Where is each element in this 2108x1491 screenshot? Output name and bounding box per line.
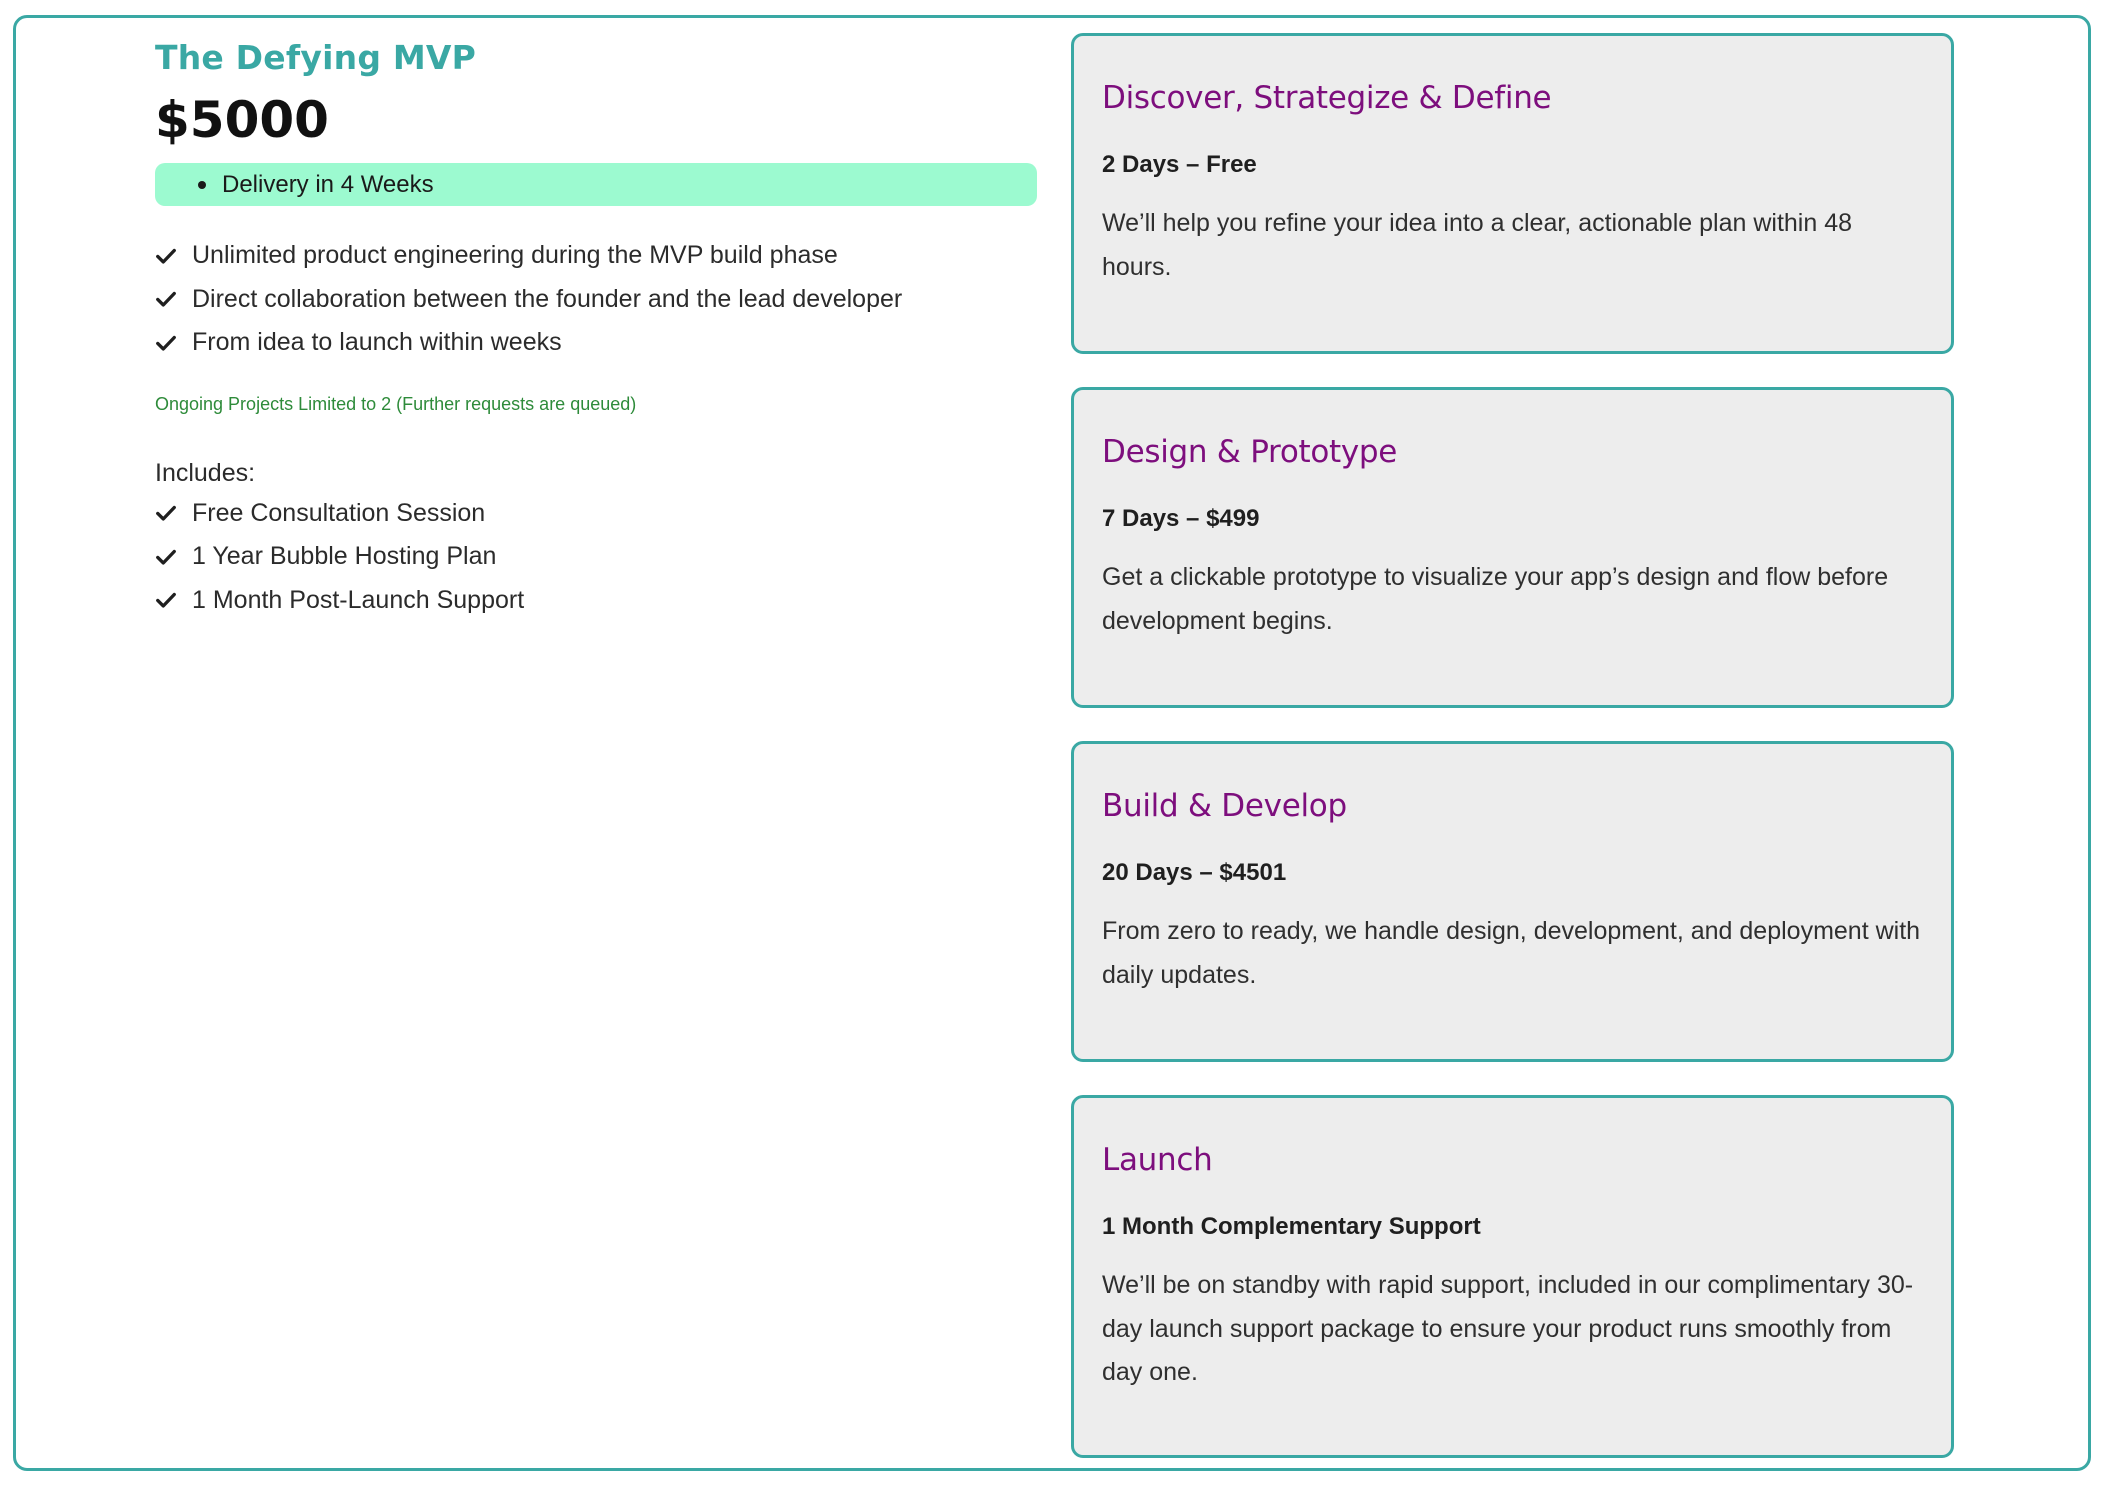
plan-price: $5000 bbox=[155, 91, 329, 149]
phase-cards bbox=[1071, 33, 1954, 1491]
includes-text: Free Consultation Session bbox=[192, 498, 486, 527]
includes-item bbox=[155, 579, 1037, 623]
phase-duration-price: 1 Month Complementary Support bbox=[1102, 1213, 1481, 1240]
includes-heading: Includes: bbox=[155, 458, 256, 487]
phase-card-design bbox=[1071, 387, 1954, 708]
check-icon bbox=[155, 245, 177, 267]
delivery-text: Delivery in 4 Weeks bbox=[222, 170, 434, 198]
feature-item bbox=[155, 321, 1037, 365]
phase-duration-price: 20 Days – $4501 bbox=[1102, 859, 1287, 886]
plan-title: The Defying MVP bbox=[155, 38, 476, 77]
phase-description: We’ll be on standby with rapid support, included in our complimentary 30-day launch support package to ensure your product runs smoothly from day one. bbox=[1102, 1271, 1914, 1386]
phase-card-discover bbox=[1071, 33, 1954, 354]
check-icon bbox=[155, 332, 177, 354]
includes-item bbox=[155, 492, 1037, 536]
phase-duration-price: 2 Days – Free bbox=[1102, 151, 1257, 178]
feature-item bbox=[155, 234, 1037, 278]
capacity-note: Ongoing Projects Limited to 2 (Further requests are queued) bbox=[155, 393, 637, 414]
bullet-dot bbox=[198, 181, 206, 189]
phase-title: Launch bbox=[1102, 1142, 1213, 1178]
phase-description: From zero to ready, we handle design, development, and deployment with daily updates. bbox=[1102, 917, 1921, 989]
feature-text: Direct collaboration between the founder and the lead developer bbox=[192, 284, 903, 313]
phase-description: We’ll help you refine your idea into a clear, actionable plan within 48 hours. bbox=[1102, 209, 1852, 281]
phase-description: Get a clickable prototype to visualize your app’s design and flow before development begins. bbox=[1102, 563, 1889, 635]
phase-title: Build & Develop bbox=[1102, 788, 1347, 824]
check-icon bbox=[155, 589, 177, 611]
check-icon bbox=[155, 288, 177, 310]
plan-summary bbox=[155, 36, 1037, 622]
delivery-badge bbox=[155, 163, 1037, 206]
includes-item bbox=[155, 535, 1037, 579]
phase-card-launch bbox=[1071, 1095, 1954, 1458]
phase-title: Discover, Strategize & Define bbox=[1102, 80, 1552, 116]
feature-item bbox=[155, 278, 1037, 322]
check-icon bbox=[155, 546, 177, 568]
phase-card-build bbox=[1071, 741, 1954, 1062]
feature-text: From idea to launch within weeks bbox=[192, 328, 562, 357]
phase-duration-price: 7 Days – $499 bbox=[1102, 505, 1260, 532]
includes-text: 1 Month Post-Launch Support bbox=[192, 585, 525, 614]
includes-text: 1 Year Bubble Hosting Plan bbox=[192, 542, 497, 571]
feature-list bbox=[155, 234, 1037, 365]
check-icon bbox=[155, 502, 177, 524]
feature-text: Unlimited product engineering during the MVP build phase bbox=[192, 241, 838, 270]
includes-list bbox=[155, 492, 1037, 623]
phase-title: Design & Prototype bbox=[1102, 434, 1398, 470]
